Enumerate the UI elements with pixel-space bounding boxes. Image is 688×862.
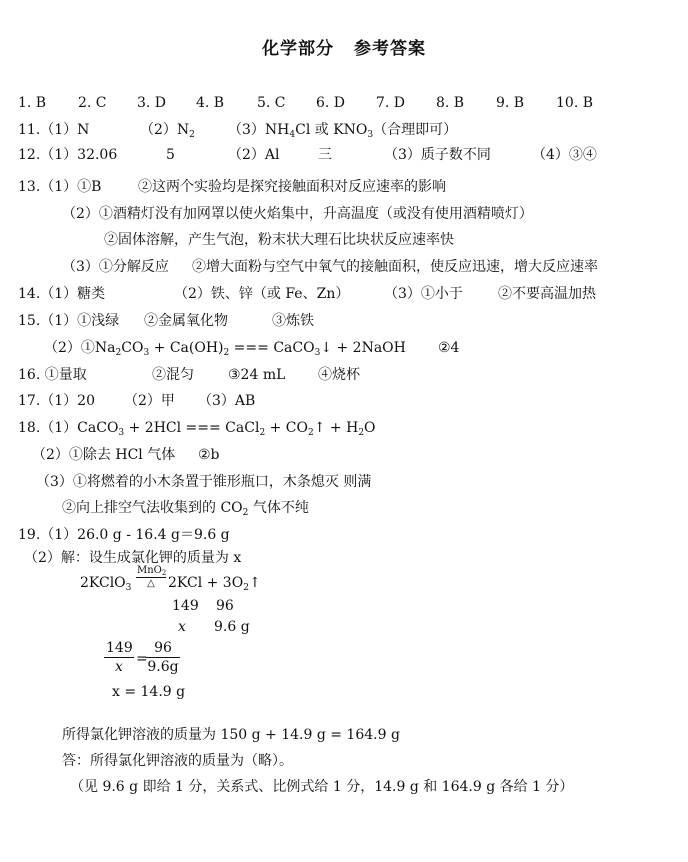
q16-part1: 16. ①量取: [18, 367, 87, 383]
q13-part1b: ②这两个实验均是探究接触面积对反应速率的影响: [138, 179, 446, 195]
q14-part1: 14.（1）糖类: [18, 286, 106, 302]
q15-eq-t2: CO: [121, 340, 144, 356]
q18-eq-s2: 2: [259, 428, 266, 438]
q14-part2: （2）铁、锌（或 Fe、Zn）: [174, 286, 350, 302]
mc-answer: 2. C: [78, 95, 107, 111]
q12-part4: （4）③④: [532, 147, 597, 163]
q19-var-mass: 9.6 g: [214, 619, 250, 635]
q11-part2-text: （2）N: [140, 122, 190, 138]
title-answer-key: 参考答案: [354, 39, 426, 59]
q12-part1b: 5: [166, 147, 175, 163]
q18-part3b-t1: ②向上排空气法收集到的 CO: [62, 500, 243, 516]
q18-eq-t5: O: [364, 420, 376, 436]
q11-part3-text2: Cl 或 KNO: [295, 122, 368, 138]
q17-part3: （3）AB: [198, 393, 256, 409]
q13-part3: （3）①分解反应: [62, 259, 169, 275]
q11-part1: 11.（1）N: [18, 122, 90, 138]
mc-answer: 1. B: [18, 95, 47, 111]
q15-part1: 15.（1）①浅绿: [18, 313, 120, 329]
q18-eq-t2: + 2HCl === CaCl: [124, 420, 260, 436]
q18-part2: （2）①除去 HCl 气体: [32, 447, 176, 463]
q19-eq-left-text: 2KClO: [80, 575, 126, 591]
reaction-condition: [136, 566, 166, 589]
q14-part3: （3）①小于: [384, 286, 463, 302]
q18-part3b: [62, 499, 309, 517]
q17-part2: （2）甲: [124, 393, 175, 409]
q16-part4: ④烧杯: [318, 367, 360, 383]
q19-eq-right-t1: 2KCl + 3O: [168, 575, 244, 591]
q19-fraction-left: [104, 640, 134, 675]
q11-part2: [140, 121, 195, 139]
q19-fraction-right: [146, 640, 180, 675]
q19-part2: （2）解：设生成氯化钾的质量为 x: [24, 550, 242, 566]
q19-result: x = 14.9 g: [112, 684, 186, 700]
mc-answer: 9. B: [496, 95, 525, 111]
q12-part2b: 三: [318, 147, 332, 163]
q18-eq-s4: 2: [358, 428, 365, 438]
mc-answer: 8. B: [436, 95, 465, 111]
q18-part3: （3）①将燃着的小木条置于锥形瓶口，木条熄灭 则满: [36, 474, 372, 490]
q11-part3-sub2: 3: [367, 130, 374, 140]
q15-eq-s4: 3: [314, 348, 321, 358]
q11-part3-text1: （3）NH: [228, 122, 290, 138]
mc-answer: 10. B: [556, 95, 594, 111]
q19-eq-right-sub: 2: [243, 583, 249, 593]
q19-molar-kcl: 149: [172, 598, 199, 614]
heat-symbol: △: [147, 578, 155, 589]
q11-part2-sub: 2: [189, 130, 195, 140]
q19-molar-o2: 96: [216, 598, 234, 614]
q15-eq-t4: === CaCO: [229, 340, 315, 356]
catalyst-text: MnO: [137, 565, 162, 576]
q19-eq-left-sub: 3: [125, 583, 132, 593]
q19-part1: 19.（1）26.0 g - 16.4 g＝9.6 g: [18, 527, 230, 543]
mc-answer: 3. D: [137, 95, 167, 111]
q13-part1: 13.（1）①B: [18, 179, 102, 195]
q18-eq-t4: ↑ + H: [313, 420, 359, 436]
mc-answer: 4. B: [196, 95, 225, 111]
q14-part3b: ②不要高温加热: [498, 286, 596, 302]
q16-part3: ③24 mL: [228, 367, 286, 383]
q16-part2: ②混匀: [152, 367, 194, 383]
q19-var-x: x: [178, 619, 186, 635]
q15-equation: [44, 339, 406, 357]
q18-part2b: ②b: [198, 447, 220, 463]
q18-part3b-t2: 气体不纯: [248, 500, 309, 516]
q19-solution-mass: 所得氯化钾溶液的质量为 150 g + 14.9 g = 164.9 g: [62, 727, 400, 743]
q13-part3b: ②增大面粉与空气中氧气的接触面积，使反应迅速，增大反应速率: [192, 259, 598, 275]
q18-eq-s1: 3: [118, 428, 125, 438]
q19-eq-right-t2: ↑: [248, 575, 261, 591]
q19-scoring-note: （见 9.6 g 即给 1 分，关系式、比例式给 1 分，14.9 g 和 164.9 g 各给 1 分）: [70, 779, 574, 795]
q11-part3-sub1: 4: [289, 130, 296, 140]
q13-part2b: ②固体溶解，产生气泡，粉末状大理石比块状反应速率快: [104, 232, 454, 248]
page-title: [0, 34, 688, 59]
q15-part2b: ②4: [438, 340, 460, 356]
q15-eq-t1: （2）①Na: [44, 340, 116, 356]
q12-part3: （3）质子数不同: [384, 147, 491, 163]
q15-eq-t5: ↓ + 2NaOH: [320, 340, 406, 356]
q15-part1c: ③炼铁: [272, 313, 314, 329]
q15-eq-s1: 2: [115, 348, 122, 358]
q18-part3b-sub: 2: [242, 508, 249, 518]
q12-part1: 12.（1）32.06: [18, 147, 118, 163]
q15-eq-t3: + Ca(OH): [149, 340, 224, 356]
q17-part1: 17.（1）20: [18, 393, 95, 409]
fraction-denominator: 9.6g: [147, 659, 179, 675]
q13-part2: （2）①酒精灯没有加网罩以使火焰集中，升高温度（或没有使用酒精喷灯）: [62, 206, 533, 222]
fraction-numerator: 149: [106, 640, 133, 656]
q19-answer: 答：所得氯化钾溶液的质量为（略）。: [62, 753, 293, 769]
q12-part2: （2）Al: [228, 147, 280, 163]
q15-part1b: ②金属氧化物: [144, 313, 228, 329]
q15-eq-s3: 2: [223, 348, 230, 358]
mc-answer: 7. D: [376, 95, 406, 111]
mc-answer: 5. C: [257, 95, 286, 111]
catalyst-sub: 2: [161, 569, 167, 577]
catalyst-label: [136, 566, 166, 578]
fraction-numerator: 96: [146, 640, 180, 658]
q15-eq-s2: 3: [143, 348, 150, 358]
q11-part3-text3: （合理即可）: [373, 122, 458, 138]
title-subject: 化学部分: [262, 39, 334, 59]
q18-equation: [18, 419, 376, 437]
q19-eq-left: [80, 574, 131, 592]
q19-equals: =: [136, 651, 148, 667]
q18-eq-t1: 18.（1）CaCO: [18, 420, 119, 436]
q19-eq-right: [168, 574, 261, 592]
q18-eq-s3: 2: [308, 428, 314, 438]
mc-answer: 6. D: [316, 95, 346, 111]
fraction-denominator: x: [115, 659, 123, 675]
q11-part3: [228, 121, 457, 139]
q18-eq-t3: + CO: [265, 420, 308, 436]
